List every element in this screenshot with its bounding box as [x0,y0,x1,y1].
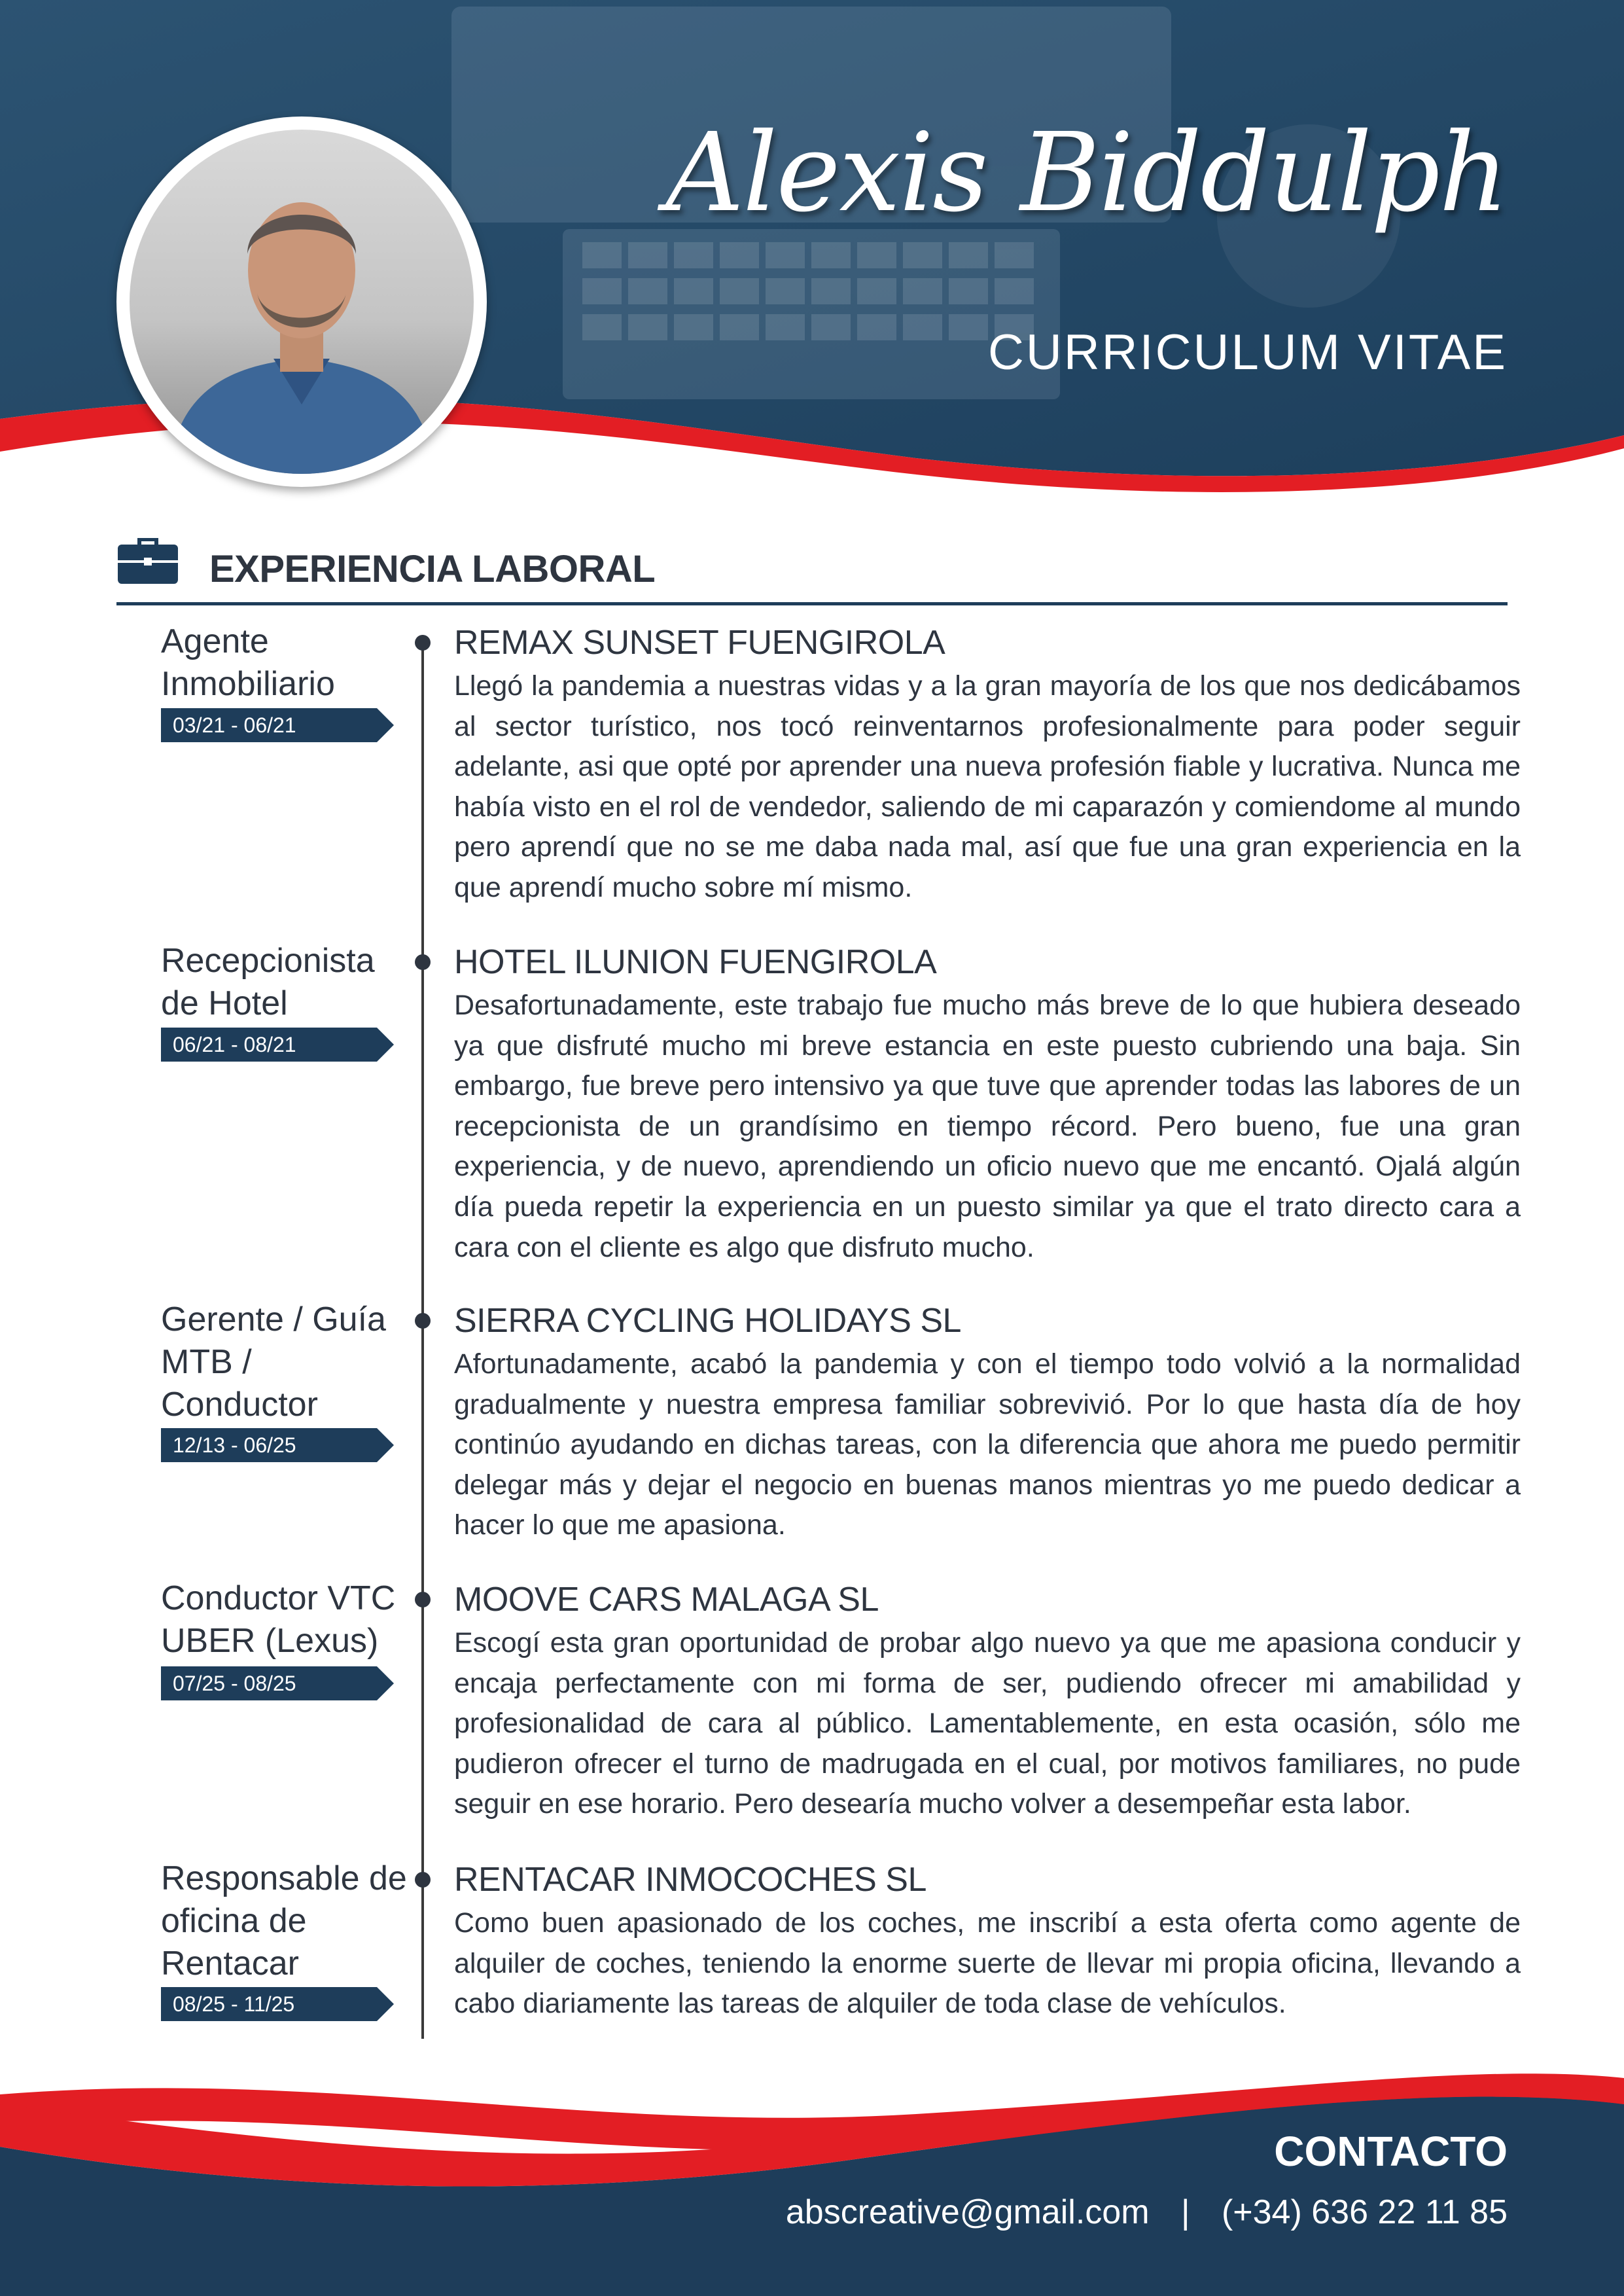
job-role: Agente Inmobiliario [161,622,335,703]
job-dates: 08/25 - 11/25 [173,1992,295,2016]
timeline-dot [415,635,431,651]
job-company: REMAX SUNSET FUENGIROLA [454,624,945,662]
timeline-dot [415,954,431,970]
job-company: MOOVE CARS MALAGA SL [454,1581,879,1619]
job-description: Llegó la pandemia a nuestras vidas y a la gran mayoría de los que nos dedicábamos al sector turístico, nos tocó reinventarnos profesionalmente para poder seguir adelante, asi que opté por aprender una nueva profesión fiable y lucrativa. Nunca me había visto en el rol de vendedor, saliendo de mi caparazón y comiendome al mundo pero aprendí que no se me daba nada mal, así que fue una gran experiencia en la que aprendí mucho sobre mí mismo. [454,670,1521,903]
job-dates: 07/25 - 08/25 [173,1672,296,1695]
job-company: RENTACAR INMOCOCHES SL [454,1861,927,1899]
resume-name: Alexis Biddulph [665,110,1508,236]
job-description: Afortunadamente, acabó la pandemia y con el tiempo todo volvió a la normalidad gradualmente y nuestra empresa familiar sobrevivió. Por lo que hasta día de hoy continúo ayudando en dichas tareas, con la diferencia que ahora me puedo permitir delegar más y dejar el negocio en buenas manos mientras yo me puedo dedicar a hacer lo que me apasiona. [454,1348,1521,1541]
job-description: Desafortunadamente, este trabajo fue mucho más breve de lo que hubiera deseado ya que disfruté mucho mi breve estancia en este puesto cubriendo una baja. Sin embargo, fue breve pero intensivo ya que tuve que aprender todas las labores de un recepcionista de un grandísimo en tiempo récord. Pero bueno, fue una gran experiencia, y de nuevo, aprendiendo un oficio nuevo que me encantó. Ojalá algún día pueda repetir la experiencia en un puesto similar ya que el trato directo cara a cara con el cliente es algo que disfruto mucho. [454,990,1521,1263]
contact-info [786,2193,1508,2232]
job-role: Gerente / Guía MTB / Conductor [161,1300,386,1424]
contact-phone[interactable]: (+34) 636 22 11 85 [1221,2193,1508,2231]
job-dates: 06/21 - 08/21 [173,1033,296,1056]
job-dates: 12/13 - 06/25 [173,1433,296,1457]
job-company: SIERRA CYCLING HOLIDAYS SL [454,1302,961,1340]
job-role: Recepcionista de Hotel [161,942,375,1022]
job-role: Conductor VTC UBER (Lexus) [161,1579,396,1660]
section-divider [116,602,1508,605]
avatar [130,130,474,474]
job-company: HOTEL ILUNION FUENGIROLA [454,943,937,981]
job-description: Escogí esta gran oportunidad de probar algo nuevo ya que me apasiona conducir y encaja perfectamente con mi forma de ser, pudiendo ofrecer mi amabilidad y profesionalidad de cara al público. Lamentablemente, en esta ocasión, sólo me pudieron ofrecer el turno de madrugada en el cual, por motivos familiares, no pude seguir en ese horario. Pero desearía mucho volver a desempeñar esta labor. [454,1627,1521,1820]
job-role: Responsable de oficina de Rentacar [161,1859,407,1982]
contact-title: CONTACTO [1274,2128,1508,2175]
timeline-dot [415,1592,431,1607]
contact-separator: | [1180,2193,1190,2231]
timeline-line [421,638,424,2039]
timeline-dot [415,1313,431,1329]
resume-subtitle: CURRICULUM VITAE [988,325,1508,380]
job-description: Como buen apasionado de los coches, me inscribí a esta oferta como agente de alquiler de coches, teniendo la enorme suerte de llevar mi propia oficina, llevando a cabo diariamente las tareas de alquiler de toda clase de vehículos. [454,1907,1521,2020]
section-title-experience: EXPERIENCIA LABORAL [209,548,656,590]
briefcase-icon [116,531,179,586]
job-dates: 03/21 - 06/21 [173,713,296,737]
contact-email[interactable]: abscreative@gmail.com [785,2193,1150,2231]
timeline-dot [415,1872,431,1888]
